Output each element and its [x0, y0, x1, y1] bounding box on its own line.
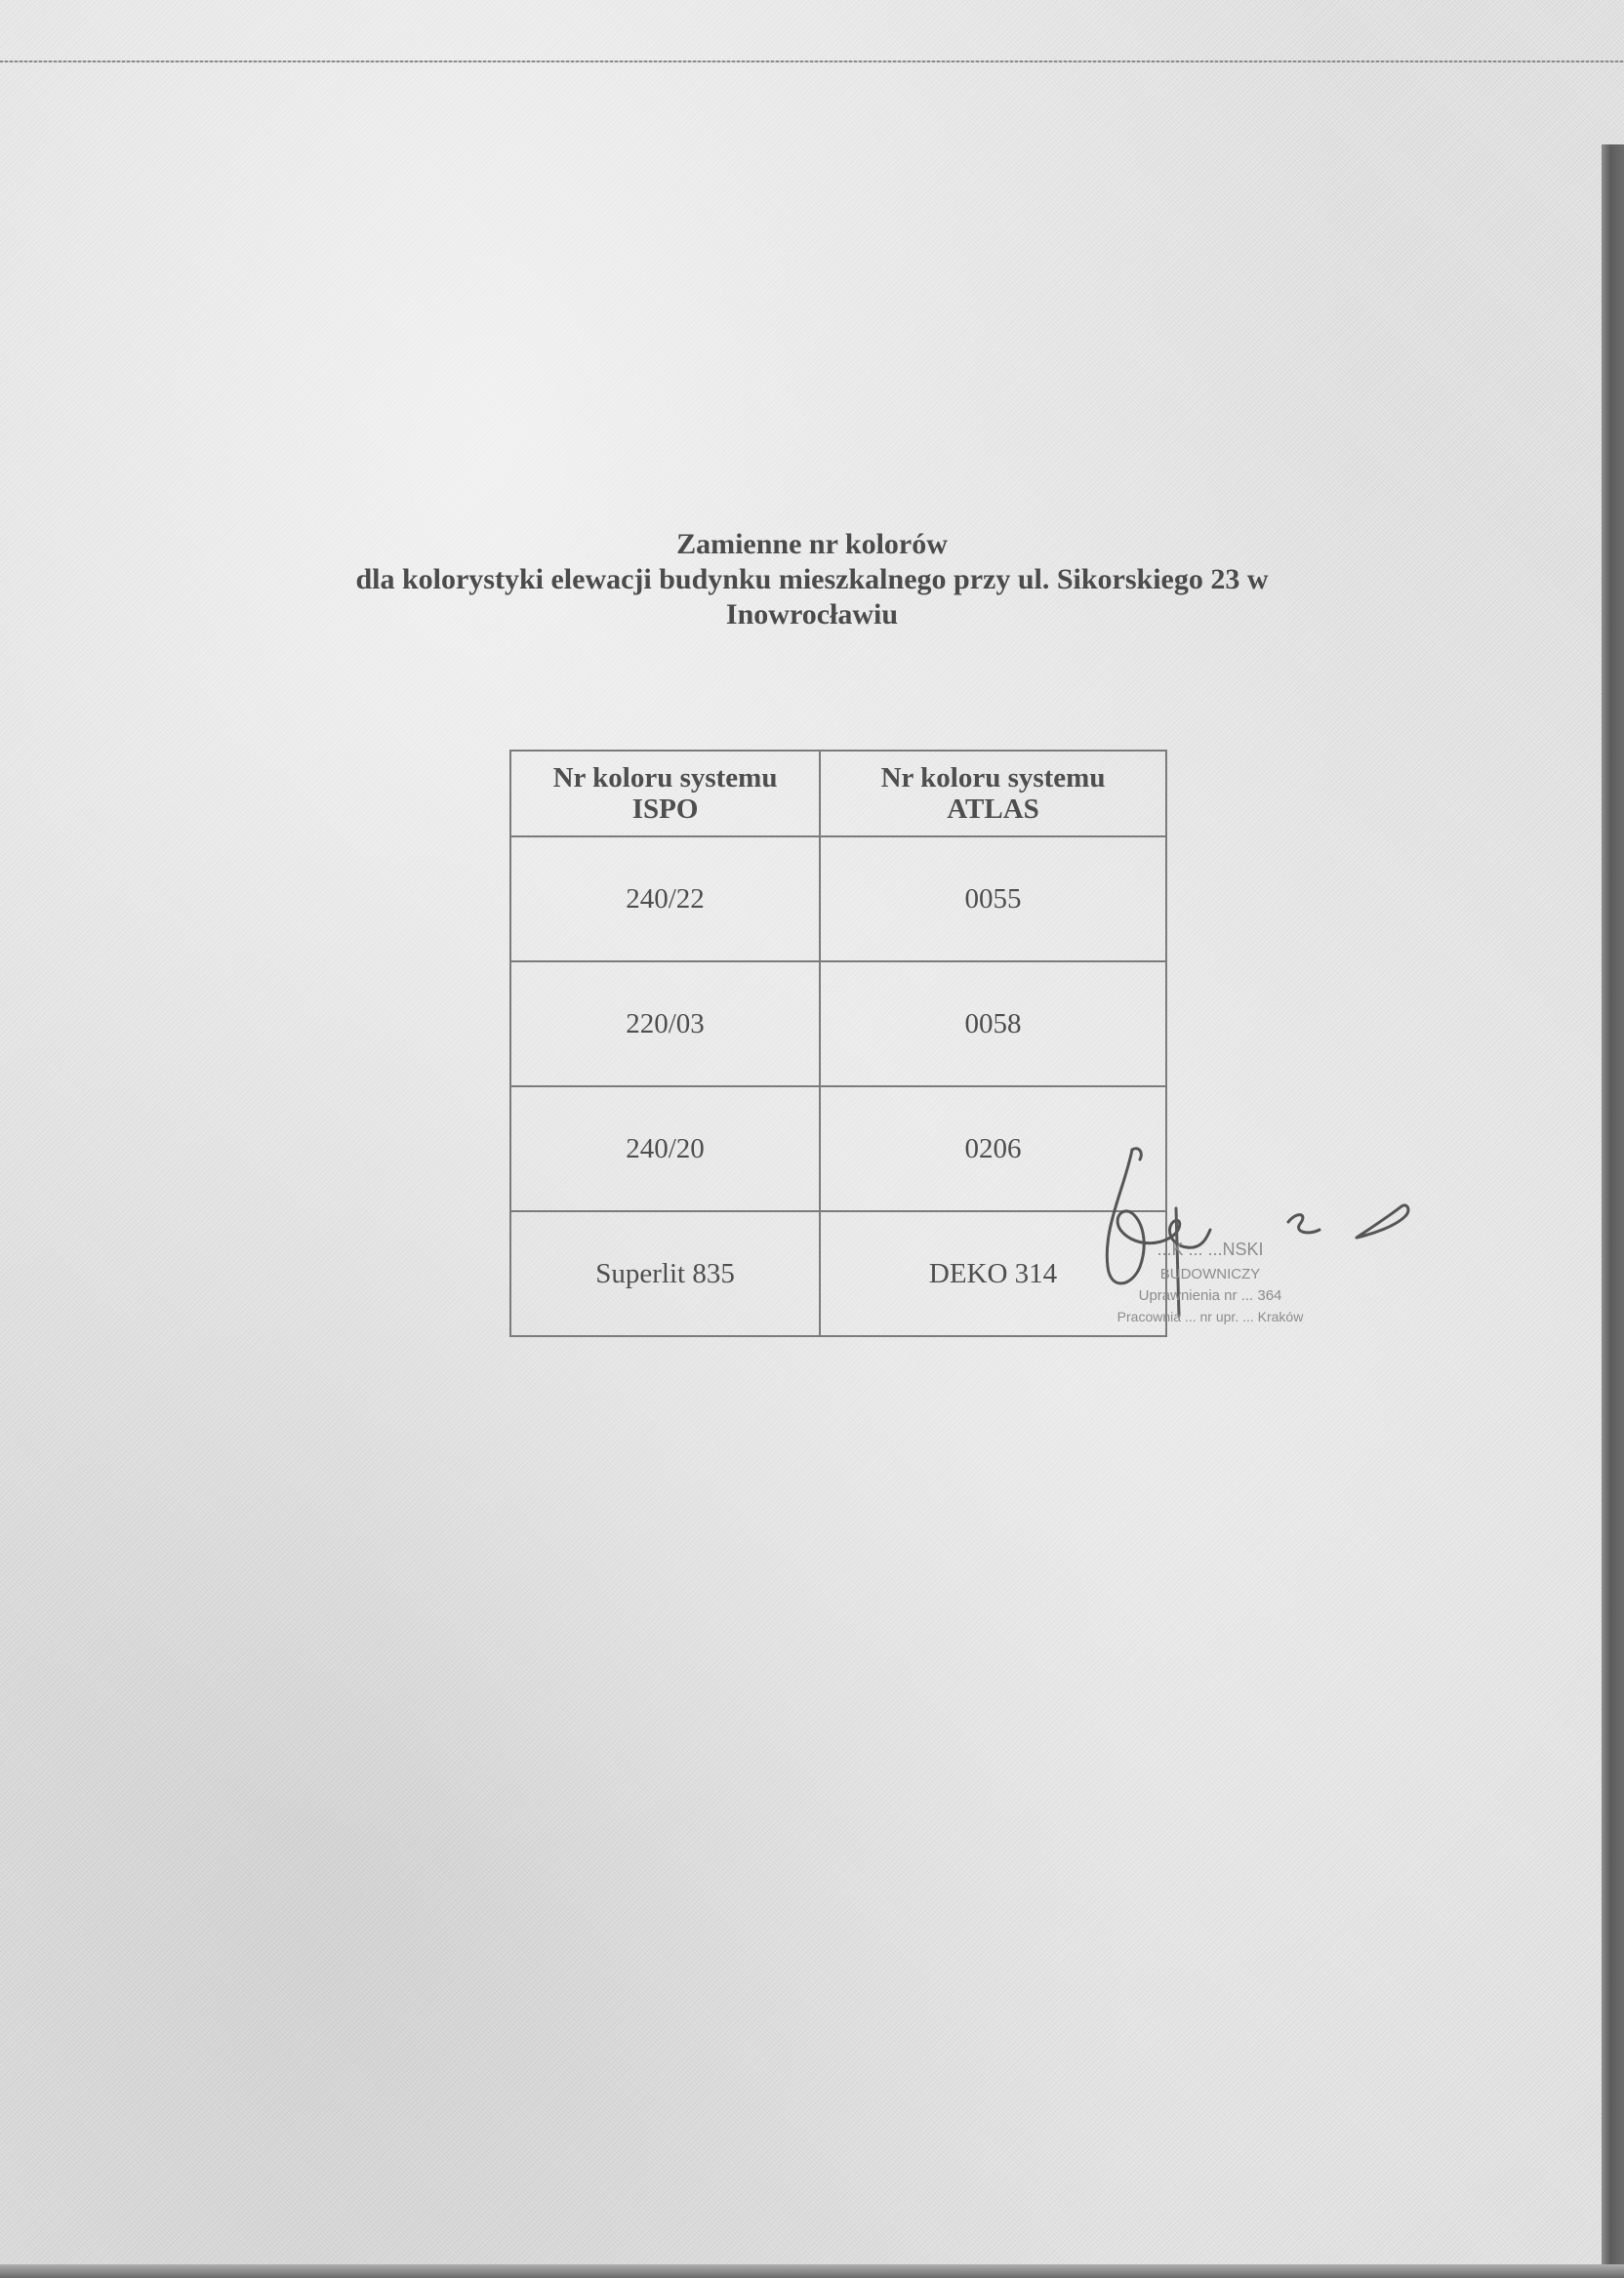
- cell-atlas: DEKO 314: [820, 1211, 1166, 1336]
- cell-ispo: 240/22: [510, 836, 820, 961]
- stamp-line-2: BUDOWNICZY: [1159, 1266, 1261, 1282]
- cell-atlas: 0055: [820, 836, 1166, 961]
- signature-stamp: [1064, 1120, 1425, 1345]
- header-atlas: [820, 751, 1166, 836]
- scan-bottom-edge: [0, 2264, 1624, 2278]
- scan-right-edge: [1602, 144, 1624, 2278]
- stamp-line-4: Pracownia ... nr upr. ... Kraków: [1116, 1309, 1304, 1324]
- document-title: [0, 527, 1624, 632]
- table-row: [510, 836, 1166, 961]
- title-line-3: Inowrocławiu: [725, 598, 899, 631]
- cell-ispo: 240/20: [510, 1086, 820, 1211]
- cell-atlas: 0206: [820, 1086, 1166, 1211]
- title-line-1: Zamienne nr kolorów: [676, 528, 948, 560]
- header-ispo-line-1: Nr koloru systemu: [552, 762, 778, 793]
- cell-atlas: 0058: [820, 961, 1166, 1086]
- title-line-2: dla kolorystyki elewacji budynku mieszkalnego przy ul. Sikorskiego 23 w: [355, 563, 1269, 595]
- stamp-line-1: ...K ... ...NSKI: [1157, 1240, 1264, 1259]
- scan-top-rule: [0, 61, 1624, 62]
- stamp-line-3: Uprawnienia nr ... 364: [1138, 1287, 1282, 1304]
- header-atlas-line-1: Nr koloru systemu: [880, 762, 1106, 793]
- table-row: [510, 961, 1166, 1086]
- cell-ispo: Superlit 835: [510, 1211, 820, 1336]
- header-atlas-line-2: ATLAS: [947, 793, 1039, 825]
- header-ispo: [510, 751, 820, 836]
- handwritten-signature: [1064, 1120, 1425, 1345]
- table-header-row: [510, 751, 1166, 836]
- cell-ispo: 220/03: [510, 961, 820, 1086]
- header-ispo-line-2: ISPO: [631, 793, 699, 825]
